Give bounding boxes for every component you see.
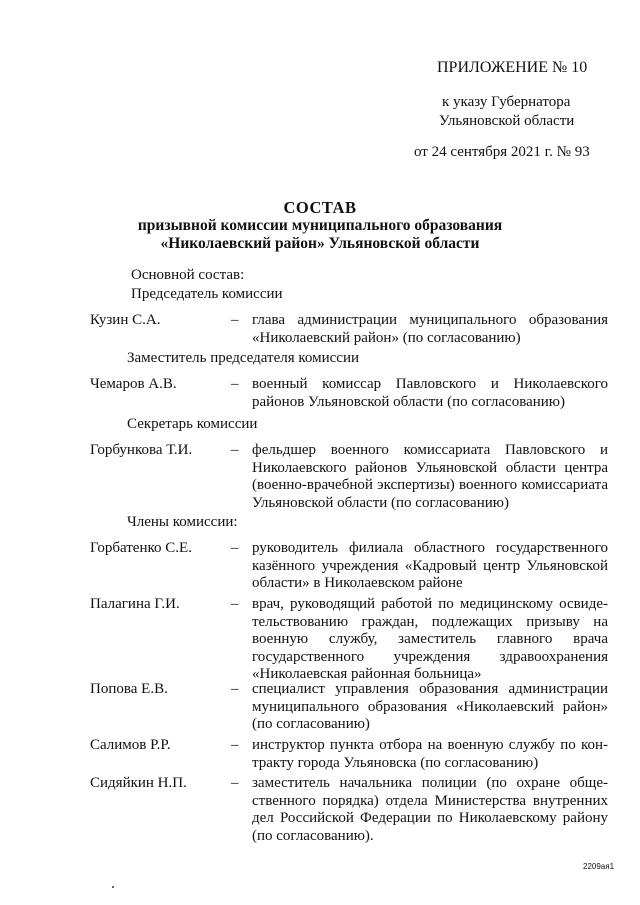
member-name: Горбатенко С.Е. bbox=[90, 540, 192, 556]
document-title: СОСТАВ bbox=[283, 198, 357, 217]
decree-reference: к указу Губернатора bbox=[442, 94, 571, 110]
member-name: Кузин С.А. bbox=[90, 312, 161, 328]
chairman-label: Председатель комиссии bbox=[131, 286, 283, 302]
dash-separator: – bbox=[231, 540, 239, 556]
member-role: военный комиссар Павловского и Николаевского районов Ульяновской области (по согласованию) bbox=[252, 376, 608, 410]
deputy-label: Заместитель председателя комиссии bbox=[127, 350, 360, 366]
member-name: Салимов Р.Р. bbox=[90, 737, 171, 753]
member-name: Чемаров А.В. bbox=[90, 376, 177, 392]
member-role: врач, руководящий работой по медицинскому освиде-тельствованию граждан, подлежащих призыву на военную службу, заместитель главного врача государственного учреждения здравоохранения «Николаевская районная больница» bbox=[252, 596, 608, 682]
member-role: заместитель начальника полиции (по охране обще-ственного порядка) отдела Министерства внутренних дел Российской Федерации по Николаевскому району (по согласованию). bbox=[252, 775, 608, 844]
region-name: Ульяновской области bbox=[439, 113, 575, 129]
document-subtitle-2: «Николаевский район» Ульяновской области bbox=[160, 235, 480, 252]
member-role: руководитель филиала областного государственного казённого учреждения «Кадровый центр Ульяновской области» в Николаевском районе bbox=[252, 540, 608, 591]
member-name: Сидяйкин Н.П. bbox=[90, 775, 187, 791]
annex-number: ПРИЛОЖЕНИЕ № 10 bbox=[437, 59, 588, 76]
member-role: инструктор пункта отбора на военную службу по кон-тракту города Ульяновска (по согласованию) bbox=[252, 737, 608, 771]
dash-separator: – bbox=[231, 376, 239, 392]
dash-separator: – bbox=[231, 775, 239, 791]
member-name: Горбункова Т.И. bbox=[90, 442, 193, 458]
dash-separator: – bbox=[231, 442, 239, 458]
secretary-label: Секретарь комиссии bbox=[127, 416, 258, 432]
dash-separator: – bbox=[231, 312, 239, 328]
dash-separator: – bbox=[231, 737, 239, 753]
main-composition-label: Основной состав: bbox=[131, 267, 245, 283]
dash-separator: – bbox=[231, 596, 239, 612]
member-role: специалист управления образования администрации муниципального образования «Николаевский район» (по согласованию) bbox=[252, 681, 608, 732]
members-label: Члены комиссии: bbox=[127, 514, 238, 530]
member-role: глава администрации муниципального образования «Николаевский район» (по согласованию) bbox=[252, 312, 608, 346]
document-code: 2209ая1 bbox=[583, 862, 615, 871]
member-name: Палагина Г.И. bbox=[90, 596, 180, 612]
scan-mark bbox=[112, 886, 114, 888]
member-role: фельдшер военного комиссариата Павловского и Николаевского районов Ульяновской области центра (военно-врачебной экспертизы) военного комиссариата Ульяновской области (по согласованию) bbox=[252, 442, 608, 511]
member-name: Попова Е.В. bbox=[90, 681, 168, 697]
dash-separator: – bbox=[231, 681, 239, 697]
decree-date: от 24 сентября 2021 г. № 93 bbox=[414, 144, 590, 160]
document-subtitle-1: призывной комиссии муниципального образования bbox=[137, 217, 503, 234]
